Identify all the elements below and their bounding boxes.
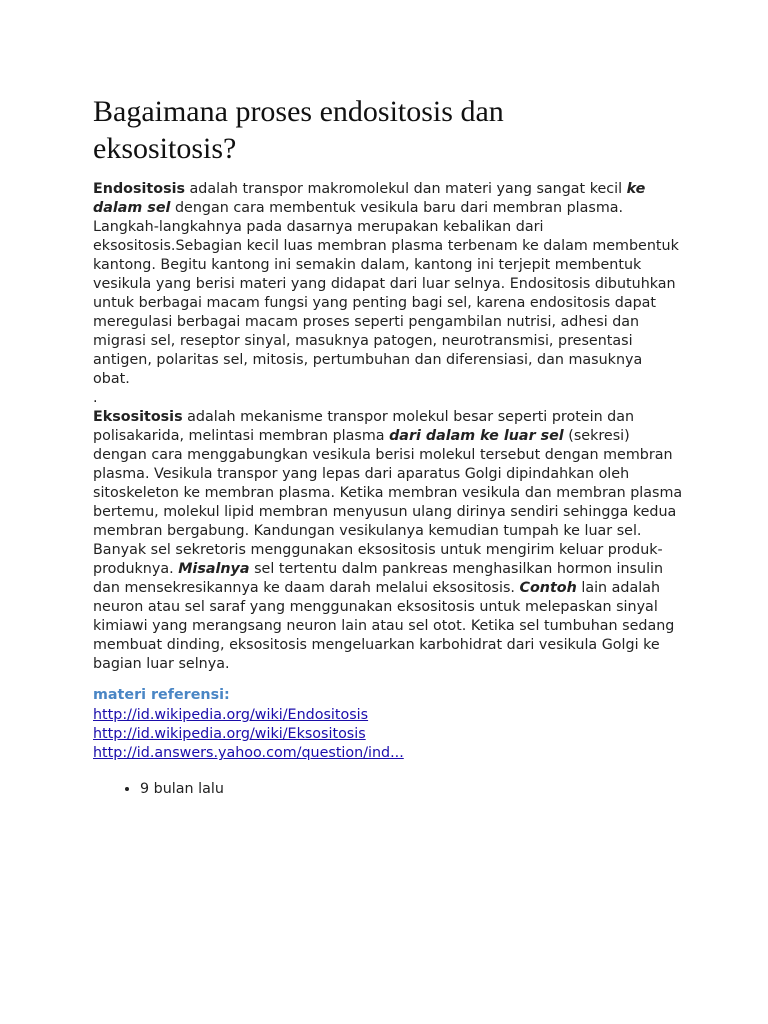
references-heading: materi referensi: bbox=[93, 687, 230, 703]
paragraph-separator: . bbox=[93, 390, 98, 406]
example-emphasis-misalnya: Misalnya bbox=[178, 561, 250, 577]
answer-timestamp: • 9 bulan lalu bbox=[140, 780, 224, 799]
reference-link-endositosis[interactable]: http://id.wikipedia.org/wiki/Endositosis bbox=[93, 707, 369, 723]
answer-meta-list bbox=[93, 780, 224, 799]
endocytosis-term: Endositosis bbox=[93, 181, 185, 197]
references-list bbox=[93, 706, 404, 763]
endocytosis-text-a: adalah transpor makromolekul dan materi yang sangat kecil bbox=[185, 181, 627, 197]
endocytosis-text-b: dengan cara membentuk vesikula baru dari membran plasma. Langkah-langkahnya pada dasarnya merupakan kebalikan dari eksositosis.Sebagian kecil luas membran plasma terbenam ke dalam membentuk kantong. Begitu kantong ini semakin dalam, kantong ini terjepit membentuk vesikula yang berisi materi yang didapat dari luar selnya. Endositosis dibutuhkan untuk berbagai macam fungsi yang penting bagi sel, karena endositosis dapat meregulasi berbagai macam proses seperti pengambilan nutrisi, adhesi dan migrasi sel, reseptor sinyal, masuknya patogen, neurotransmisi, presentasi antigen, polaritas sel, mitosis, pertumbuhan dan diferensiasi, dan masuknya obat. bbox=[93, 200, 679, 387]
exocytosis-text-d: lain adalah neuron atau sel saraf yang menggunakan eksositosis untuk melepaskan sinyal kimiawi yang merangsang neuron lain atau sel otot. Ketika sel tumbuhan sedang membuat dinding, eksositosis mengeluarkan karbohidrat dari vesikula Golgi ke bagian luar selnya. bbox=[93, 580, 675, 672]
exocytosis-text-c: sel tertentu dalm pankreas menghasilkan hormon insulin dan mensekresikannya ke daam darah melalui eksositosis. bbox=[93, 561, 664, 596]
exocytosis-term: Eksositosis bbox=[93, 409, 183, 425]
reference-link-yahoo-answers[interactable]: http://id.answers.yahoo.com/question/ind... bbox=[93, 745, 404, 761]
reference-item bbox=[93, 744, 404, 763]
exocytosis-text-b: (sekresi) dengan cara menggabungkan vesikula berisi molekul tersebut dengan membran plasma. Vesikula transpor yang lepas dari aparatus Golgi dipindahkan oleh sitoskeleton ke membran plasma. Ketika membran vesikula dan membran plasma bertemu, molekul lipid membran menyusun ulang dirinya sendiri sehingga kedua membran bergabung. Kandungan vesikulanya kemudian tumpah ke luar sel. Banyak sel sekretoris menggunakan eksositosis untuk mengirim keluar produk-produknya. bbox=[93, 428, 683, 577]
reference-item bbox=[93, 706, 404, 725]
example-emphasis-contoh: Contoh bbox=[519, 580, 577, 596]
exocytosis-emphasis: dari dalam ke luar sel bbox=[389, 428, 564, 444]
reference-link-eksositosis[interactable]: http://id.wikipedia.org/wiki/Eksositosis bbox=[93, 726, 366, 742]
exocytosis-paragraph bbox=[93, 408, 683, 674]
exocytosis-text-a: adalah mekanisme transpor molekul besar seperti protein dan polisakarida, melintasi membran plasma bbox=[93, 409, 635, 444]
reference-item bbox=[93, 725, 404, 744]
endocytosis-paragraph bbox=[93, 180, 683, 389]
page-title: Bagaimana proses endositosis dan eksositosis? bbox=[93, 95, 504, 165]
endocytosis-emphasis: ke dalam sel bbox=[93, 181, 646, 216]
